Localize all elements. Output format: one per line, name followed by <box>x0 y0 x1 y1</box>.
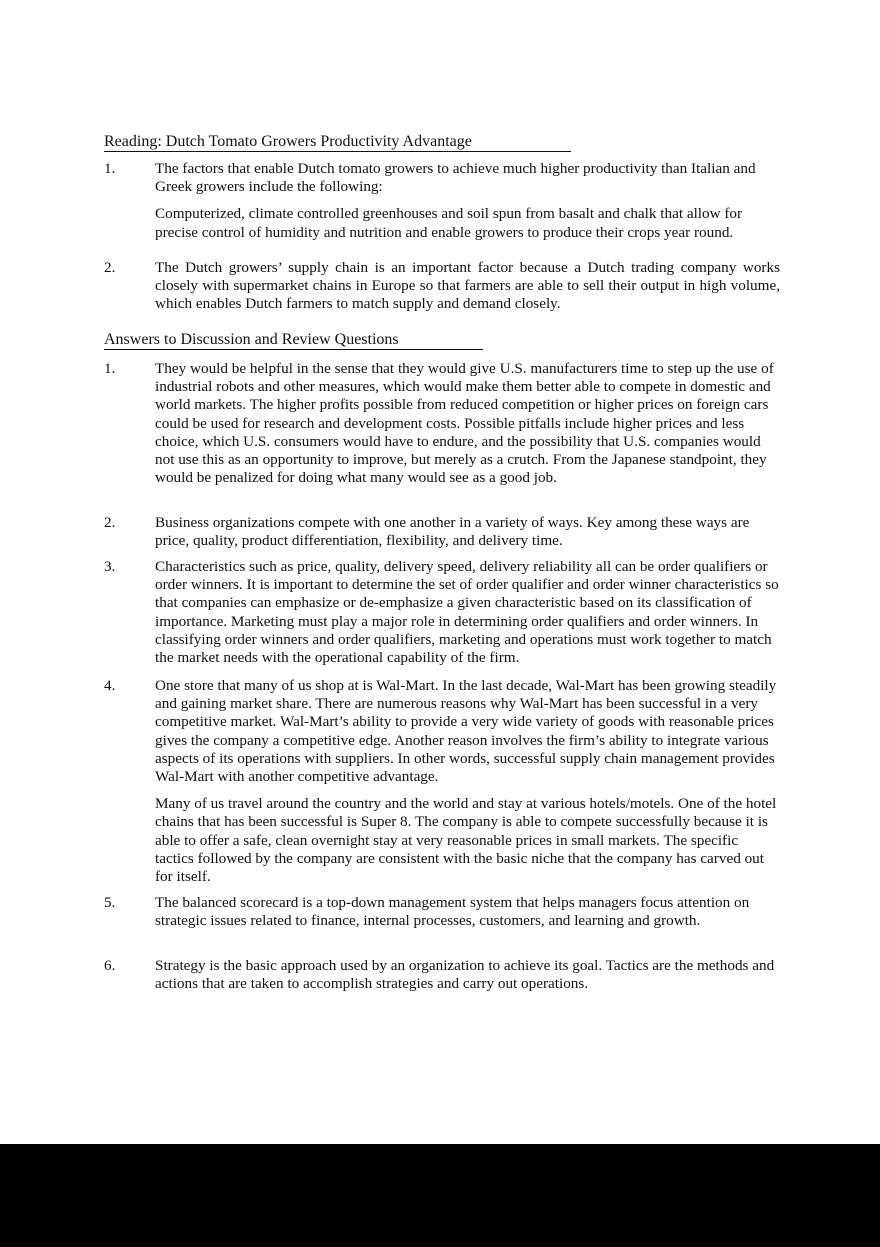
bottom-black-bar <box>0 1144 880 1247</box>
answer-item-5 <box>104 894 780 930</box>
answer-item-3 <box>104 558 780 667</box>
item-number: 2. <box>104 514 116 531</box>
section-heading-reading: Reading: Dutch Tomato Growers Productivity Advantage <box>104 133 571 152</box>
answer-item-2 <box>104 514 780 550</box>
item-paragraph: They would be helpful in the sense that they would give U.S. manufacturers time to step up the use of industrial robots and other measures, which would make them better able to compete in domestic and world markets. The higher profits possible from reduced competition or higher prices on foreign cars could be used for research and development costs. Possible pitfalls include higher prices and less choice, which U.S. consumers would have to endure, and the possibility that U.S. companies would not use this as an opportunity to improve, but merely as a crutch. From the Japanese standpoint, they would be penalized for doing what many would see as a good job. <box>155 360 774 487</box>
reading-item-2 <box>104 259 780 314</box>
item-paragraph: The Dutch growers’ supply chain is an important factor because a Dutch trading company works closely with supermarket chains in Europe so that farmers are able to sell their output in high volume, which enables Dutch farmers to match supply and demand closely. <box>155 259 780 313</box>
answer-item-6 <box>104 957 780 993</box>
section-heading-answers: Answers to Discussion and Review Questions <box>104 331 483 350</box>
item-number: 1. <box>104 160 116 177</box>
item-number: 4. <box>104 677 116 694</box>
item-number: 2. <box>104 259 116 276</box>
item-paragraph: Business organizations compete with one another in a variety of ways. Key among these ways are price, quality, product differentiation, flexibility, and delivery time. <box>155 514 750 550</box>
item-number: 3. <box>104 558 116 575</box>
answer-item-1 <box>104 360 780 487</box>
item-number: 6. <box>104 957 116 974</box>
item-paragraph: Computerized, climate controlled greenhouses and soil spun from basalt and chalk that allow for precise control of humidity and nutrition and enable growers to produce their crops year round. <box>155 205 743 241</box>
item-number: 5. <box>104 894 116 911</box>
reading-item-1 <box>104 160 780 242</box>
item-paragraph: One store that many of us shop at is Wal-Mart. In the last decade, Wal-Mart has been growing steadily and gaining market share. There are numerous reasons why Wal-Mart has been successful in a very competitive market. Wal-Mart’s ability to provide a very wide variety of goods with reasonable prices gives the company a competitive edge. Another reason involves the firm’s ability to integrate various aspects of its operations with suppliers. In other words, successful supply chain management provides Wal-Mart with another competitive advantage. <box>155 677 777 786</box>
item-number: 1. <box>104 360 116 377</box>
item-paragraph: Strategy is the basic approach used by an organization to achieve its goal. Tactics are the methods and actions that are taken to accomplish strategies and carry out operations. <box>155 957 775 993</box>
item-paragraph: The factors that enable Dutch tomato growers to achieve much higher productivity than Italian and Greek growers include the following: <box>155 160 756 196</box>
item-paragraph: The balanced scorecard is a top-down management system that helps managers focus attention on strategic issues related to finance, internal processes, customers, and learning and growth. <box>155 894 750 930</box>
answer-item-4 <box>104 677 780 886</box>
item-paragraph: Many of us travel around the country and the world and stay at various hotels/motels. One of the hotel chains that has been successful is Super 8. The company is able to compete successfully because it is able to offer a safe, clean overnight stay at very reasonable prices in small markets. The specific tactics followed by the company are consistent with the basic niche that the company has carved out for itself. <box>155 795 777 886</box>
item-paragraph: Characteristics such as price, quality, delivery speed, delivery reliability all can be order qualifiers or order winners. It is important to determine the set of order qualifier and order winner characteristics so that companies can emphasize or de-emphasize a given characteristic based on its classification of importance. Marketing must play a major role in determining order qualifiers and order winners. In classifying order winners and order qualifiers, marketing and operations must work together to match the market needs with the operational capability of the firm. <box>155 558 779 667</box>
